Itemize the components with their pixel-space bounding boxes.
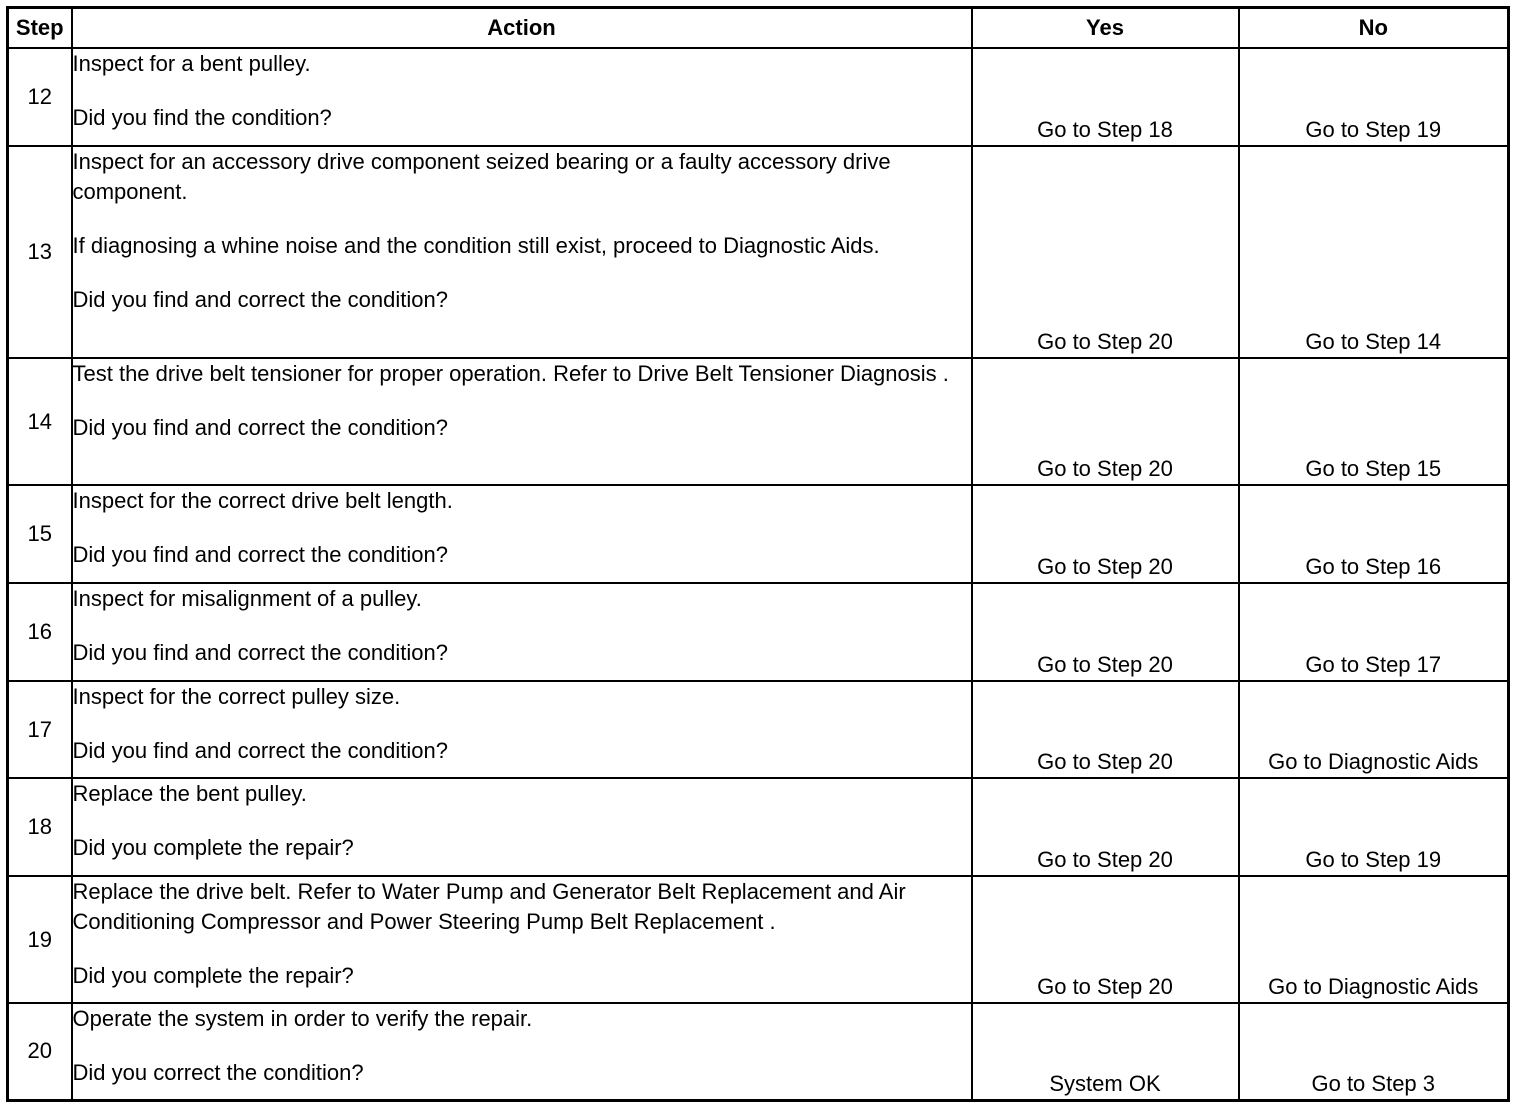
step-number: 18 <box>8 778 72 876</box>
action-cell <box>72 876 972 1003</box>
action-cell <box>72 48 972 146</box>
action-cell <box>72 583 972 681</box>
table-row <box>8 358 1509 485</box>
diagnostic-table <box>6 6 1510 1102</box>
table-row <box>8 48 1509 146</box>
no-result: Go to Step 3 <box>1239 1003 1509 1100</box>
yes-result: Go to Step 20 <box>972 358 1239 485</box>
table-row <box>8 485 1509 583</box>
yes-result: System OK <box>972 1003 1239 1100</box>
step-number: 14 <box>8 358 72 485</box>
action-text: Replace the drive belt. Refer to Water Pump and Generator Belt Replacement and Air Conditioning Compressor and Power Steering Pump Belt Replacement . <box>72 879 906 934</box>
header-row <box>8 8 1509 49</box>
action-cell <box>72 146 972 358</box>
no-result: Go to Step 17 <box>1239 583 1509 681</box>
action-question: Did you complete the repair? <box>72 835 354 860</box>
header-yes: Yes <box>972 8 1239 49</box>
action-cell <box>72 681 972 778</box>
yes-result: Go to Step 20 <box>972 146 1239 358</box>
action-question: Did you find and correct the condition? <box>72 287 448 312</box>
action-cell <box>72 485 972 583</box>
document-page <box>6 6 1510 1102</box>
action-question: Did you find and correct the condition? <box>72 738 448 763</box>
table-row <box>8 876 1509 1003</box>
action-text: Test the drive belt tensioner for proper operation. Refer to Drive Belt Tensioner Diagnosis . <box>72 361 949 386</box>
yes-result: Go to Step 20 <box>972 583 1239 681</box>
action-cell <box>72 1003 972 1100</box>
step-number: 17 <box>8 681 72 778</box>
header-no: No <box>1239 8 1509 49</box>
action-text: Operate the system in order to verify the repair. <box>72 1006 533 1031</box>
action-text: Inspect for misalignment of a pulley. <box>72 586 422 611</box>
no-result: Go to Step 16 <box>1239 485 1509 583</box>
yes-result: Go to Step 18 <box>972 48 1239 146</box>
action-question: Did you find and correct the condition? <box>72 640 448 665</box>
step-number: 12 <box>8 48 72 146</box>
action-question: Did you complete the repair? <box>72 963 354 988</box>
step-number: 19 <box>8 876 72 1003</box>
action-question: Did you find and correct the condition? <box>72 415 448 440</box>
action-question: Did you find and correct the condition? <box>72 542 448 567</box>
table-row <box>8 583 1509 681</box>
action-cell <box>72 358 972 485</box>
action-text: Inspect for the correct pulley size. <box>72 684 401 709</box>
step-number: 13 <box>8 146 72 358</box>
no-result: Go to Diagnostic Aids <box>1239 876 1509 1003</box>
no-result: Go to Diagnostic Aids <box>1239 681 1509 778</box>
action-text: Inspect for a bent pulley. <box>72 51 311 76</box>
action-text: If diagnosing a whine noise and the condition still exist, proceed to Diagnostic Aids. <box>72 233 880 258</box>
header-step: Step <box>8 8 72 49</box>
step-number: 20 <box>8 1003 72 1100</box>
yes-result: Go to Step 20 <box>972 876 1239 1003</box>
action-text: Inspect for the correct drive belt length. <box>72 488 453 513</box>
no-result: Go to Step 19 <box>1239 48 1509 146</box>
action-question: Did you correct the condition? <box>72 1060 364 1085</box>
yes-result: Go to Step 20 <box>972 681 1239 778</box>
table-row <box>8 146 1509 358</box>
step-number: 16 <box>8 583 72 681</box>
header-action: Action <box>72 8 972 49</box>
no-result: Go to Step 14 <box>1239 146 1509 358</box>
yes-result: Go to Step 20 <box>972 485 1239 583</box>
action-text: Replace the bent pulley. <box>72 781 307 806</box>
action-text: Inspect for an accessory drive component seized bearing or a faulty accessory drive component. <box>72 149 891 204</box>
table-row <box>8 1003 1509 1100</box>
table-row <box>8 681 1509 778</box>
no-result: Go to Step 15 <box>1239 358 1509 485</box>
action-question: Did you find the condition? <box>72 105 332 130</box>
table-row <box>8 778 1509 876</box>
yes-result: Go to Step 20 <box>972 778 1239 876</box>
action-cell <box>72 778 972 876</box>
no-result: Go to Step 19 <box>1239 778 1509 876</box>
step-number: 15 <box>8 485 72 583</box>
